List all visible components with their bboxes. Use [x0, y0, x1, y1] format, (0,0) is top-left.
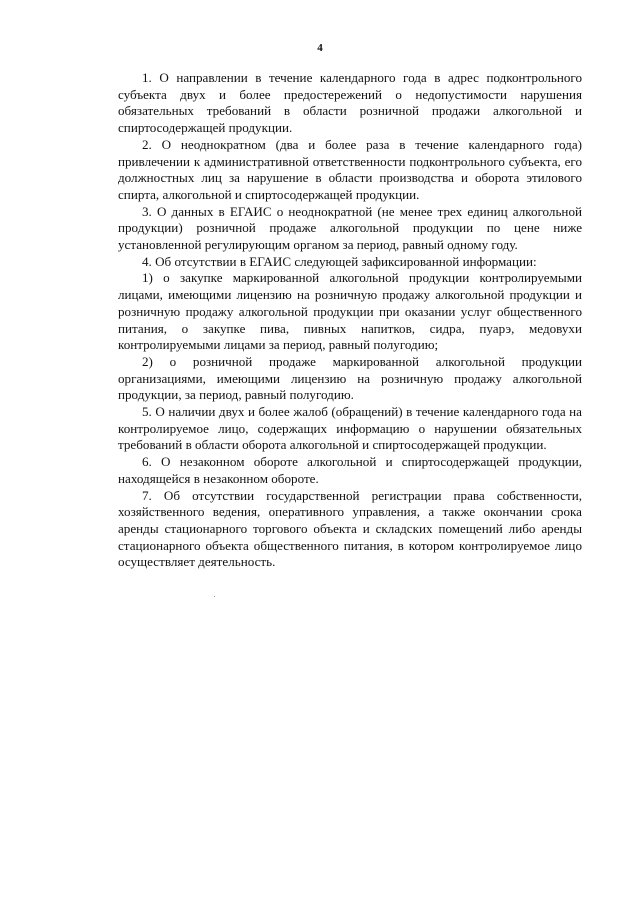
- paragraph-item-5: 5. О наличии двух и более жалоб (обращений) в течение календарного года на контролируемое лицо, содержащих информацию о нарушении обязательных требований в области оборота алкогольной и спиртосодержащей продукции.: [118, 404, 582, 453]
- paragraph-item-6: 6. О незаконном обороте алкогольной и спиртосодержащей продукции, находящейся в незаконном обороте.: [118, 454, 582, 486]
- paragraph-item-3: 3. О данных в ЕГАИС о неоднократной (не менее трех единиц алкогольной продукции) розничной продаже алкогольной продукции по цене ниже установленной регулирующим органом за период, равный одному году.: [118, 203, 582, 253]
- paragraph-item-1: 1. О направлении в течение календарного года в адрес подконтрольного субъекта двух и более предостережений о недопустимости нарушения обязательных требований в области розничной продажи алкогольной и спиртосодержащей продукции.: [118, 70, 582, 136]
- paragraph-subitem-4-2: 2) о розничной продаже маркированной алкогольной продукции организациями, имеющими лицензию на розничную продажу алкогольной продукции, за период, равный полугодию.: [118, 353, 582, 403]
- paragraph-item-7: 7. Об отсутствии государственной регистрации права собственности, хозяйственного ведения, оперативного управления, а также окончании срока аренды стационарного торгового объекта и складских помещений либо аренды стационарного объекта общественного питания, в котором контролируемое лицо осуществляет деятельность.: [118, 487, 582, 570]
- document-body: [118, 70, 582, 571]
- paragraph-subitem-4-1: 1) о закупке маркированной алкогольной продукции контролируемыми лицами, имеющими лицензию на розничную продажу алкогольной продукции и розничную продажу алкогольной продукции при оказании услуг общественного питания, о закупке пива, пивных напитков, сидра, пуарэ, медовухи контролируемыми лицами за период, равный полугодию;: [118, 270, 582, 353]
- paragraph-item-4: 4. Об отсутствии в ЕГАИС следующей зафиксированной информации:: [142, 253, 537, 269]
- page-number: 4: [317, 42, 323, 54]
- paragraph-item-2: 2. О неоднократном (два и более раза в течение календарного года) привлечении к административной ответственности подконтрольного субъекта, его должностных лиц за нарушение в области производства и оборота этилового спирта, алкогольной и спиртосодержащей продукции.: [118, 136, 582, 202]
- scan-speck: [214, 596, 215, 597]
